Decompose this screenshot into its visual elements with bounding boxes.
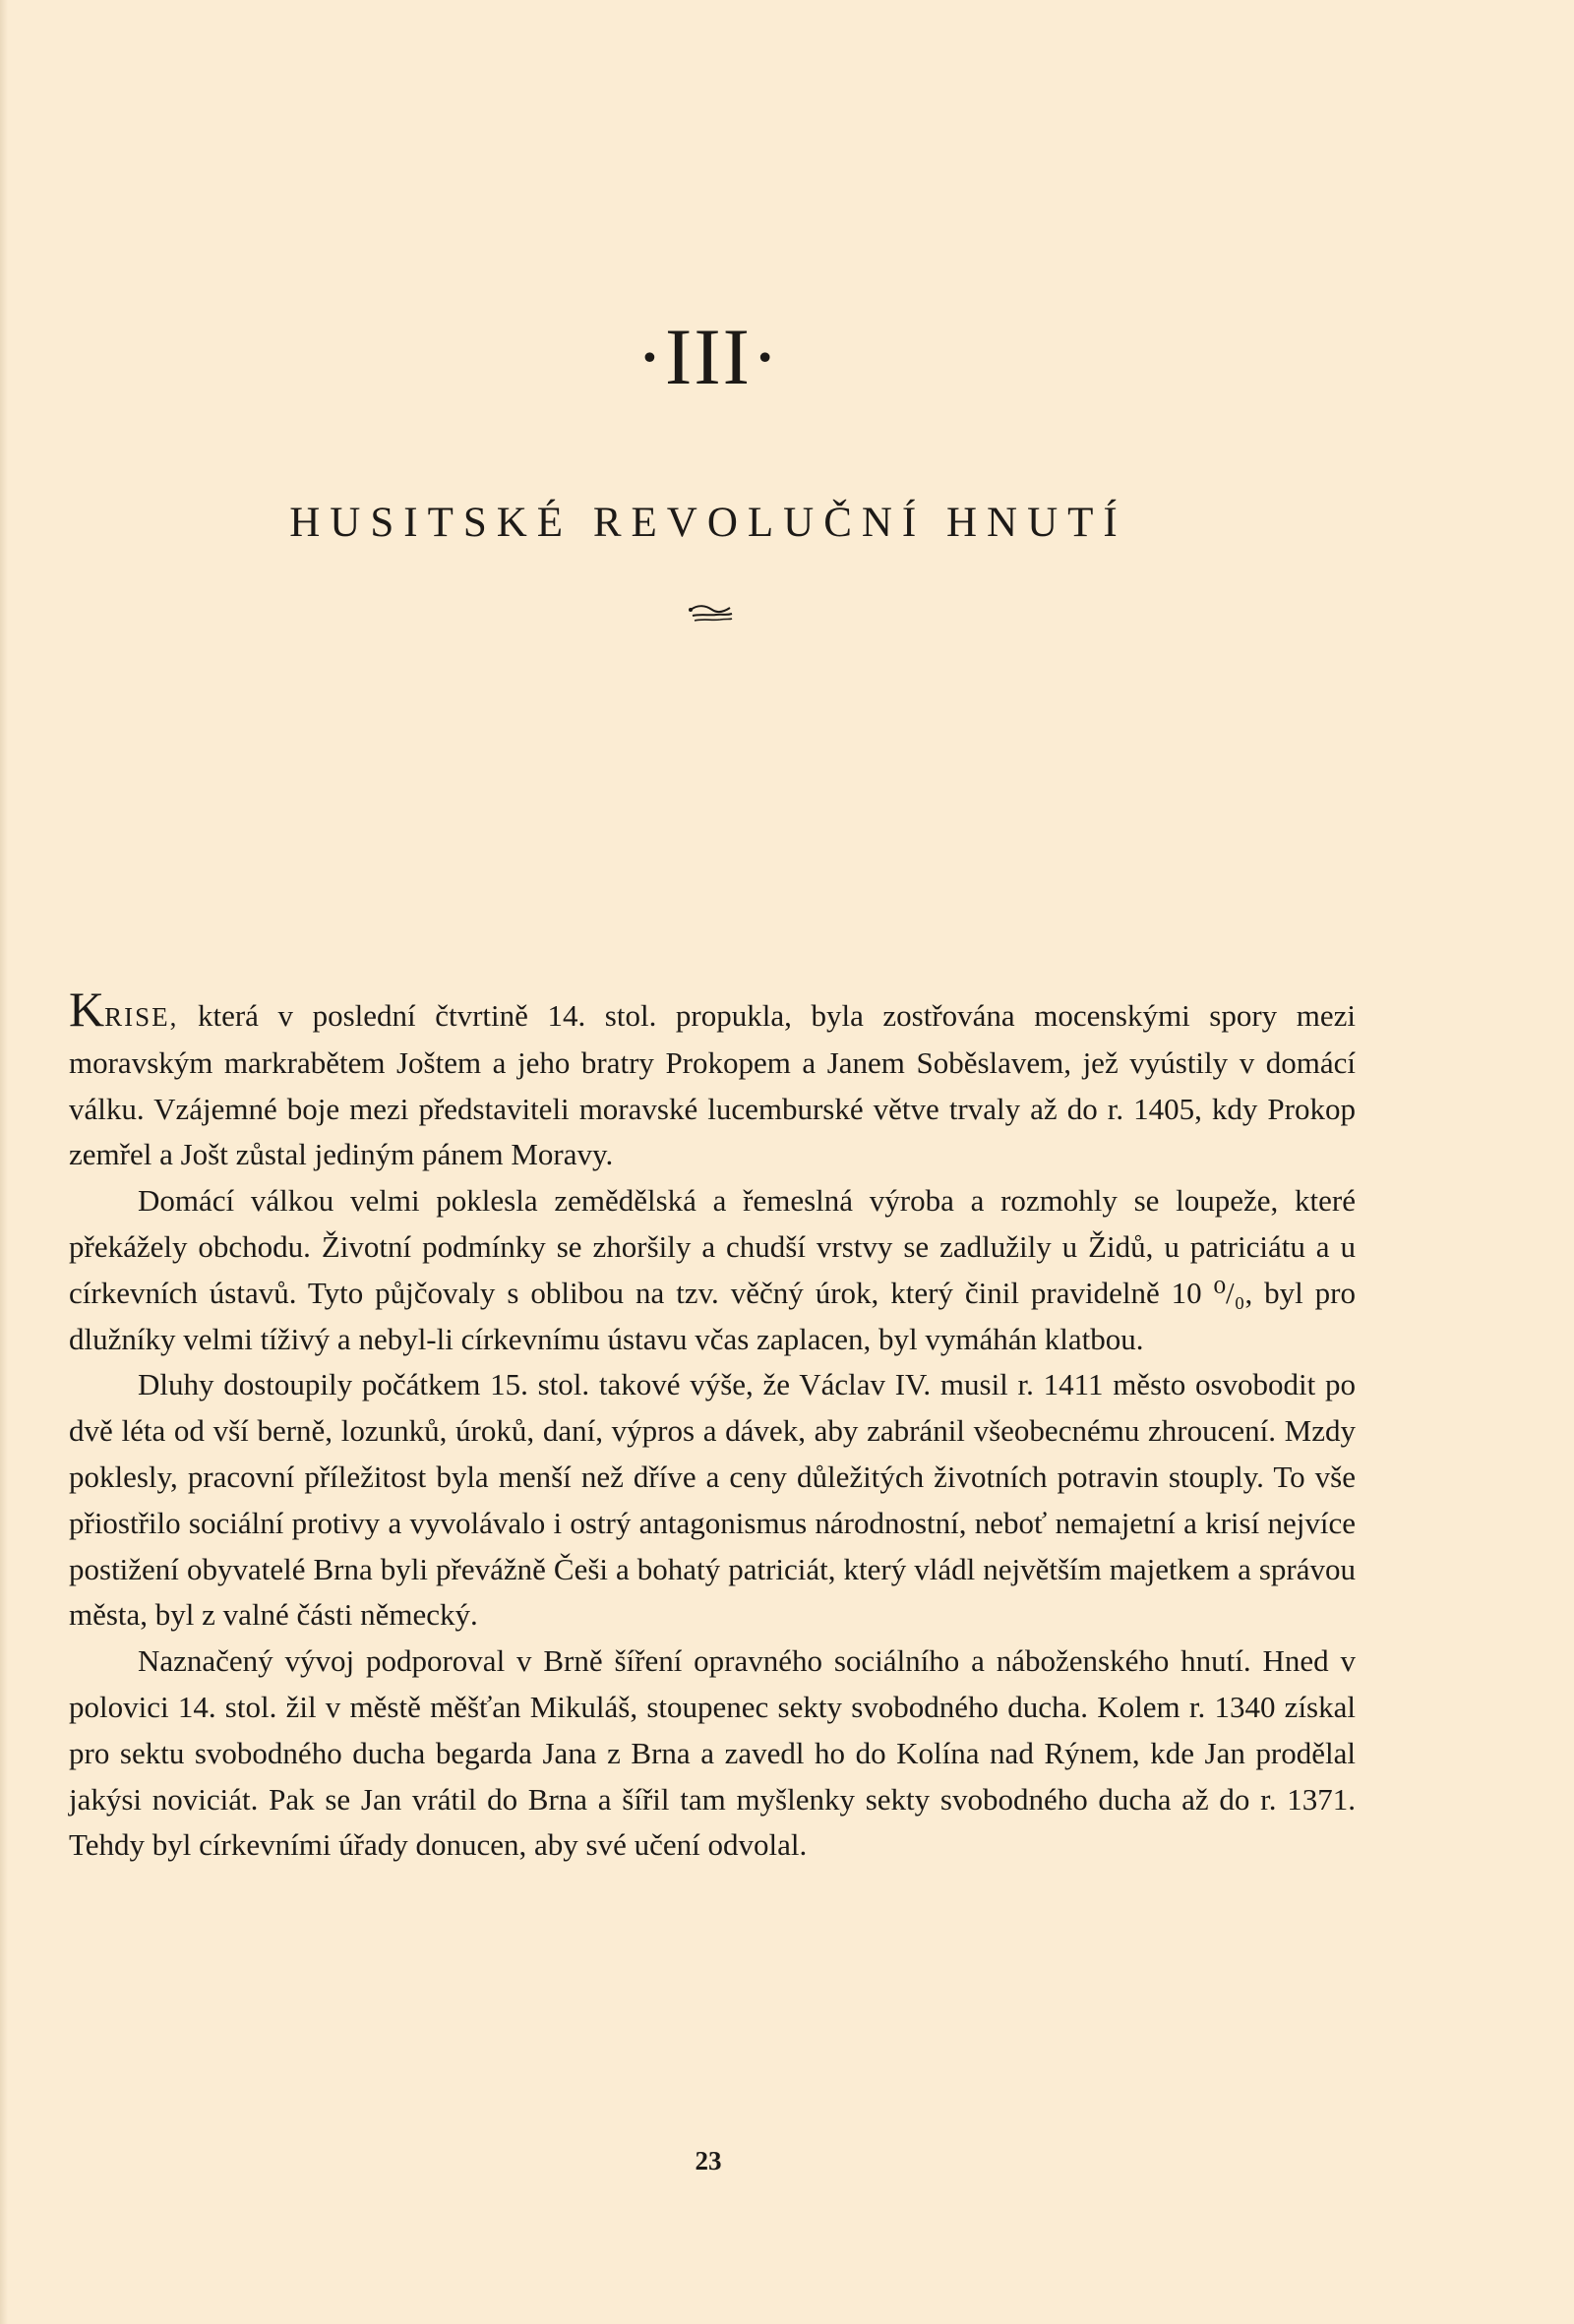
paragraph-1 bbox=[69, 982, 1356, 1178]
page-number: 23 bbox=[695, 2146, 722, 2175]
paragraph-3: Dluhy dostoupily počátkem 15. stol. takové výše, že Václav IV. musil r. 1411 město osvobodit po dvě léta od vší berně, lozunků, úroků, daní, výpros a dávek, aby zabránil všeobecnému zhroucení. Mzdy poklesly, pracovní příležitost byla menší než dříve a ceny důležitých životních potravin stouply. To vše přiostřilo sociální protivy a vyvolávalo i ostrý antagonismus národnostní, neboť nemajetní a krisí nejvíce postižení obyvatelé Brna byli převážně Češi a bohatý patriciát, který vládl největším majetkem a správou města, byl z valné části německý. bbox=[69, 1367, 1356, 1633]
body-text bbox=[69, 982, 1356, 1869]
paragraph-2-text-a: Domácí válkou velmi poklesla zemědělská a řemeslná výroba a rozmohly se loupeže, které překážely obchodu. Životní podmínky se zhoršily a chudší vrstvy se zadlužily u Židů, u patriciátu a u církevních ústavů. Tyto půjčovaly s oblibou na tzv. věčný úrok, který činil pravidelně 10 bbox=[69, 1183, 1356, 1310]
chapter-title: HUSITSKÉ REVOLUČNÍ HNUTÍ bbox=[289, 500, 1127, 546]
paragraph-2-text-b: , byl pro dlužníky velmi tíživý a nebyl-li církevnímu ústavu včas zaplacen, byl vymáhán klatbou. bbox=[69, 1275, 1356, 1356]
ornament-flourish-icon bbox=[687, 602, 736, 626]
dropcap: K bbox=[69, 982, 105, 1037]
paragraph-1-text: která v poslední čtvrtině 14. stol. propukla, byla zostřována mocenskými spory mezi moravským markrabětem Joštem a jeho bratry Prokopem a Janem Soběslavem, jež vyústily v domácí válku. Vzájemné boje mezi představiteli moravské lucemburské větve trvaly až do r. 1405, kdy Prokop zemřel a Jošt zůstal jediným pánem Moravy. bbox=[69, 998, 1356, 1172]
percent-sign: ⁰/₀ bbox=[1213, 1275, 1245, 1310]
paragraph-4: Naznačený vývoj podporoval v Brně šíření opravného sociálního a náboženského hnutí. Hned v polovici 14. stol. žil v městě měšťan Mikuláš, stoupenec sekty svobodného ducha. Kolem r. 1340 získal pro sektu svobodného ducha begarda Jana z Brna a zavedl ho do Kolína nad Rýnem, kde Jan prodělal jakýsi noviciát. Pak se Jan vrátil do Brna a šířil tam myšlenky sekty svobodného ducha až do r. 1371. Tehdy byl církevními úřady donucen, aby své učení odvolal. bbox=[69, 1643, 1356, 1863]
paragraph-2 bbox=[69, 1178, 1356, 1362]
chapter-number: ·III· bbox=[636, 312, 781, 401]
smallcaps-word: RISE, bbox=[104, 1002, 179, 1032]
